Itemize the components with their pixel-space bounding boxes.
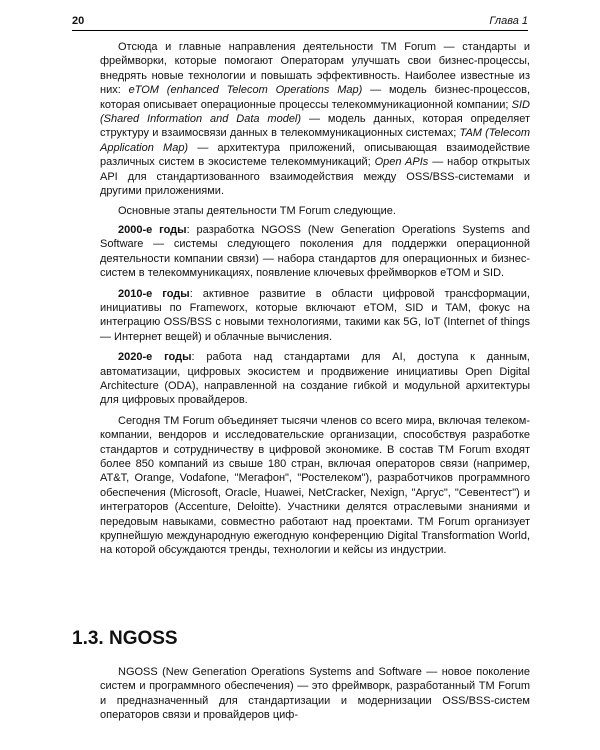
decade-label: 2000-е годы (118, 223, 187, 236)
body-text (100, 40, 530, 564)
text: — набор открытых API для стандартизованного взаимодействия между OSS/BSS-системами и другими приложениями. (100, 156, 530, 198)
term-open-apis: Open APIs (374, 156, 429, 169)
section-heading (72, 628, 178, 650)
section-number: 1.3. (72, 628, 104, 649)
paragraph-ngoss: NGOSS (New Generation Operations Systems and Software — новое поколение систем и программного обеспечения) — это фреймворк, разработанный TM Forum и предназначенный для стандартизации и модернизации OSS/BSS-систем операторов связи и провайдеров циф- (100, 666, 530, 722)
paragraph-stages-intro: Основные этапы деятельности TM Forum следующие. (118, 205, 396, 218)
decade-label: 2020-е годы (118, 351, 192, 364)
chapter-title: Глава 1 (489, 15, 528, 27)
page-number: 20 (72, 15, 85, 27)
paragraph-2010s (100, 287, 530, 345)
paragraph-2020s (100, 350, 530, 408)
text: : активное развитие в области цифровой трансформации, инициативы по Frameworx, которые включают eTOM, SID и TAM, фокус на интеграцию OSS/BSS с новыми технологиями, такими как 5G, IoT (Internet of things — Интернет вещей) и облачные вычисления. (100, 287, 530, 343)
text: Отсюда и главные направления деятельности TM Forum — стандарты и фреймворки, которые помогают Операторам улучшать свои бизнес-процессы, внедрять новые технологии и повышать эффективность. Наиболее известные из них: (100, 41, 530, 97)
decade-label: 2010-е годы (118, 287, 190, 300)
running-header (72, 12, 528, 31)
paragraph-2000s (100, 223, 530, 281)
paragraph-frameworks (100, 40, 530, 198)
paragraph-members: Сегодня TM Forum объединяет тысячи членов со всего мира, включая телеком-компании, вендоров и исследовательские организации, способствуя разработке стандартов и сотрудничеству в цифровой экономике. В состав TM Forum входят более 850 компаний из свыше 180 стран, включая операторов связи (например, AT&T, Orange, Vodafone, "Мегафон", "Ростелеком"), разработчиков программного обеспечения (Microsoft, Oracle, Huawei, NetCracker, Nexign, "Аргус", "Севентест") и интеграторов (Accenture, Deloitte). Участники делятся отраслевыми знаниями и передовым навыками, совместно работают над проектами. TM Forum организует крупнейшую международную ежегодную конференцию Digital Transformation World, на которой обсуждаются тренды, технологии и кейсы из индустрии. (100, 414, 530, 557)
section-body-text (100, 665, 530, 723)
text: : работа над стандартами для AI, доступа к данным, автоматизации, цифровых экосистем и продвижение инициативы Open Digital Architecture (ODA), направленной на создание гибкой и модульной архитектуры для цифровых провайдеров. (100, 351, 530, 407)
term-sid: SID (Shared Information and Data model) (100, 98, 530, 126)
term-etom: eTOM (enhanced Telecom Operations Map) (128, 84, 363, 97)
text: — архитектура приложений, описывающая взаимодействие различных систем в экосистеме телекоммуникаций; (100, 141, 530, 169)
text: : разработка NGOSS (New Generation Operations Systems and Software — системы следующего поколения для поддержки операционной деятельности компании связи) — набора стандартов для операционных и бизнес-систем в телекоммуникациях, появление ключевых фреймворков eTOM и SID. (100, 223, 530, 280)
text: — модель данных, которая определяет структуру и взаимосвязи данных в телекоммуникационных системах; (100, 113, 530, 140)
section-title: NGOSS (108, 628, 178, 649)
text: — модель бизнес-процессов, которая описывает операционные процессы телекоммуникационной компании; (100, 84, 530, 111)
term-tam: TAM (Telecom Application Map) (100, 127, 530, 154)
